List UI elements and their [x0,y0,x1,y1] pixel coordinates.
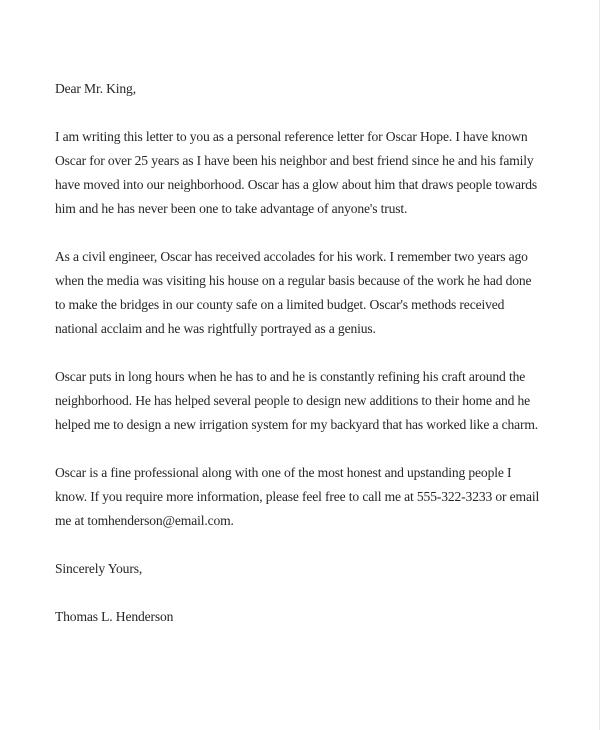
signature-name: Thomas L. Henderson [55,609,174,624]
paragraph-achievements: As a civil engineer, Oscar has received accolades for his work. I remember two years ago when the media was visiting his house on a regular basis because of the work he had done to make the bridges in our county safe on a limited budget. Oscar's methods received national acclaim and he was rightfully portrayed as a genius. [55,249,532,336]
paragraph-introduction: I am writing this letter to you as a personal reference letter for Oscar Hope. I have known Oscar for over 25 years as I have been his neighbor and best friend since he and his family have moved into our neighborhood. Oscar has a glow about him that draws people towards him and he has never been one to take advantage of anyone's trust. [55,129,538,216]
salutation: Dear Mr. King, [55,81,136,96]
closing: Sincerely Yours, [55,561,143,576]
paragraph-contact: Oscar is a fine professional along with one of the most honest and upstanding people I know. If you require more information, please feel free to call me at 555-322-3233 or email me at tomhenderson@email.com. [55,465,540,528]
letter-body [55,77,540,629]
paragraph-character: Oscar puts in long hours when he has to and he is constantly refining his craft around the neighborhood. He has helped several people to design new additions to their home and he helped me to design a new irrigation system for my backyard that has worked like a charm. [55,369,539,432]
